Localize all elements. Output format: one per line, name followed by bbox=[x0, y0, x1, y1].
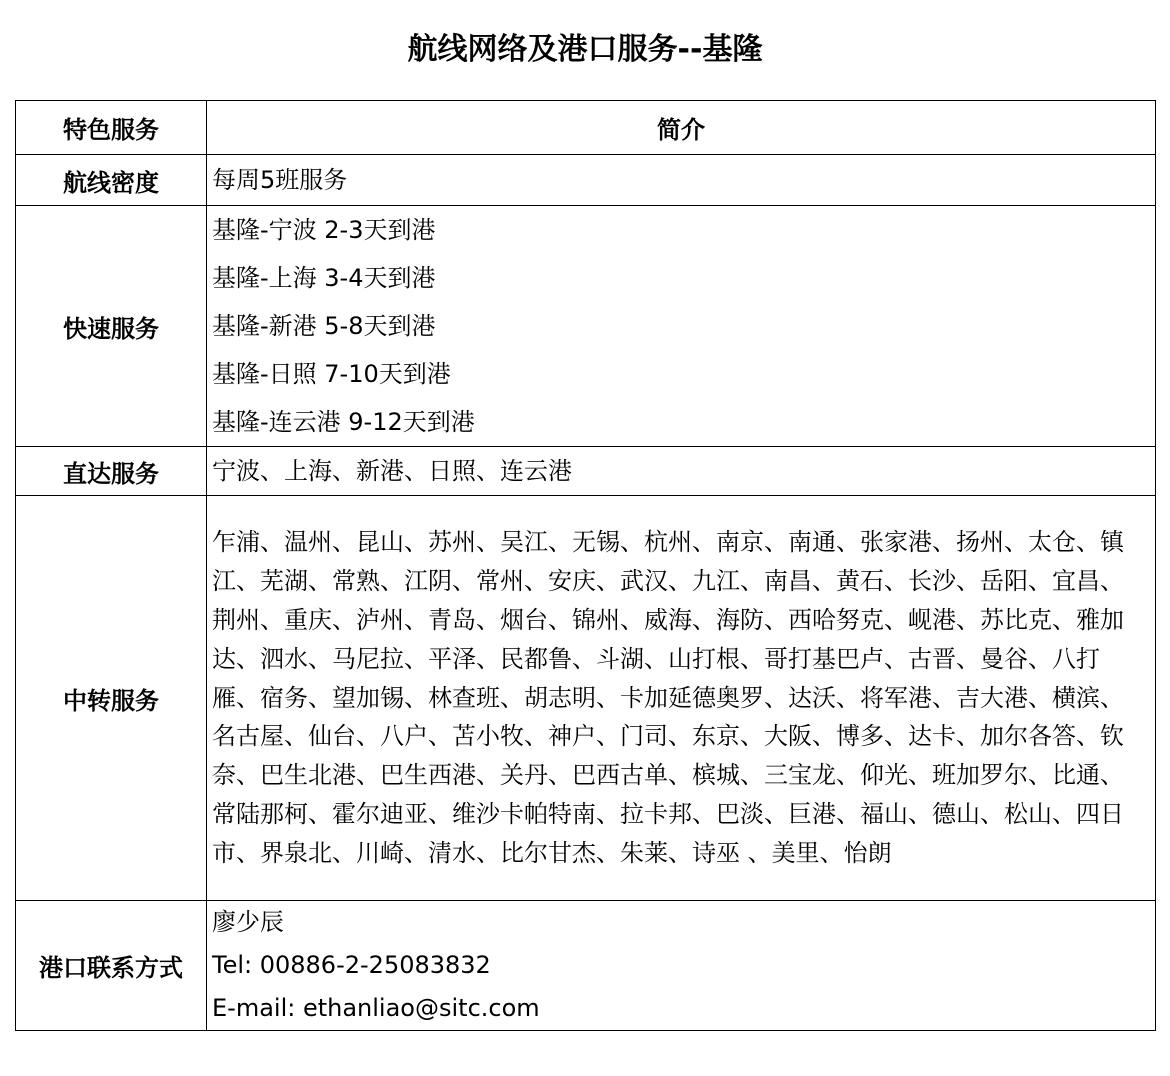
header-feature: 特色服务 bbox=[16, 101, 207, 155]
desc-density bbox=[207, 155, 1156, 206]
table-header-row bbox=[16, 101, 1156, 155]
express-line: 基隆-日照 7-10天到港 bbox=[212, 360, 451, 388]
feature-density: 航线密度 bbox=[16, 155, 207, 206]
desc-contact bbox=[207, 901, 1156, 1031]
desc-transfer bbox=[207, 496, 1156, 901]
desc-direct bbox=[207, 447, 1156, 496]
page-title: 航线网络及港口服务--基隆 bbox=[407, 32, 763, 67]
table-row-express bbox=[16, 206, 1156, 447]
table-row-transfer bbox=[16, 496, 1156, 901]
express-line: 基隆-连云港 9-12天到港 bbox=[212, 408, 475, 436]
express-line: 基隆-新港 5-8天到港 bbox=[212, 312, 436, 340]
contact-email: E-mail: ethanliao@sitc.com bbox=[212, 994, 540, 1022]
contact-name: 廖少辰 bbox=[212, 908, 284, 936]
desc-express bbox=[207, 206, 1156, 447]
feature-express: 快速服务 bbox=[16, 206, 207, 447]
express-line: 基隆-上海 3-4天到港 bbox=[212, 264, 436, 292]
table-row-direct bbox=[16, 447, 1156, 496]
header-description: 简介 bbox=[207, 101, 1156, 155]
table-row-density bbox=[16, 155, 1156, 206]
contact-tel: Tel: 00886-2-25083832 bbox=[212, 951, 491, 979]
express-line: 基隆-宁波 2-3天到港 bbox=[212, 216, 436, 244]
feature-direct: 直达服务 bbox=[16, 447, 207, 496]
service-table bbox=[15, 100, 1156, 1031]
density-text: 每周5班服务 bbox=[212, 166, 348, 194]
transfer-port-list: 乍浦、温州、昆山、苏州、吴江、无锡、杭州、南京、南通、张家港、扬州、太仓、镇江、芜湖、常熟、江阴、常州、安庆、武汉、九江、南昌、黄石、长沙、岳阳、宜昌、荆州、重庆、泸州、青岛、烟台、锦州、威海、海防、西哈努克、岘港、苏比克、雅加达、泗水、马尼拉、平泽、民都鲁、斗湖、山打根、哥打基巴卢、古晋、曼谷、八打雁、宿务、望加锡、林查班、胡志明、卡加延德奥罗、达沃、将军港、吉大港、横滨、名古屋、仙台、八户、苫小牧、神户、门司、东京、大阪、博多、达卡、加尔各答、钦奈、巴生北港、巴生西港、关丹、巴西古单、槟城、三宝龙、仰光、班加罗尔、比通、常陆那柯、霍尔迪亚、维沙卡帕特南、拉卡邦、巴淡、巨港、福山、德山、松山、四日市、界泉北、川崎、清水、比尔甘杰、朱莱、诗巫 、美里、怡朗 bbox=[212, 528, 1124, 867]
feature-transfer: 中转服务 bbox=[16, 496, 207, 901]
direct-text: 宁波、上海、新港、日照、连云港 bbox=[212, 457, 572, 485]
table-row-contact bbox=[16, 901, 1156, 1031]
feature-contact: 港口联系方式 bbox=[16, 901, 207, 1031]
